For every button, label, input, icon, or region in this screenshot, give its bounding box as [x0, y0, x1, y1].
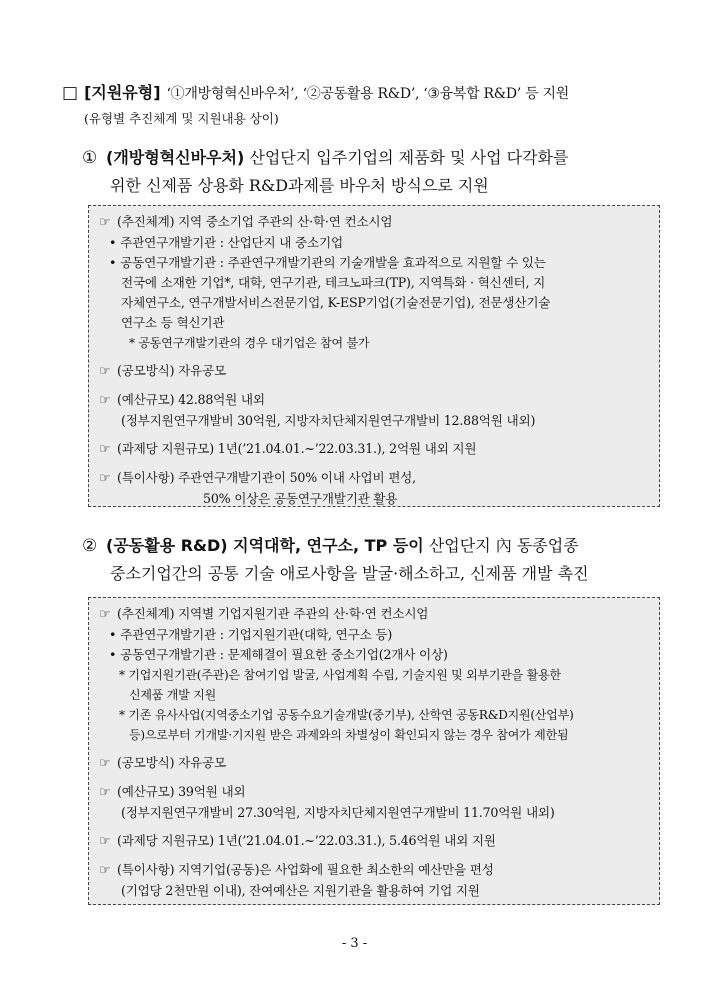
s1-joint-institution-1: 공동연구개발기관 : 주관연구개발기관의 기술개발을 효과적으로 지원할 수 있는: [120, 255, 546, 270]
pointing-hand-icon: ☞: [99, 442, 111, 457]
s2-special-notes: (특이사항) 지역기업(공동)은 사업화에 필요한 최소한의 예산만을 편성: [117, 862, 494, 877]
s2-promotion-system: (추진체계) 지역별 기업지원기관 주관의 산·학·연 컨소시엄: [117, 606, 429, 621]
s2-budget-detail: (정부지원연구개발비 27.30억원, 지방자치단체지원연구개발비 11.70억원 내외): [121, 805, 555, 820]
s2-special-notes-2: (기업당 2천만원 이내), 잔여예산은 지원기관을 활용하여 기업 지원: [121, 883, 480, 898]
s1-promotion-system: (추진체계) 지역 중소기업 주관의 산·학·연 컨소시엄: [117, 214, 393, 229]
s2-note-2b: 등)으로부터 기개발·기지원 받은 과제와의 차별성이 확인되지 않는 경우 참여가 제한됨: [129, 728, 569, 742]
s1-joint-institution-2: 전국에 소재한 기업*, 대학, 연구기관, 테크노파크(TP), 지역특화 · 혁신센터, 지: [121, 275, 546, 290]
s2-per-project-support: (과제당 지원규모) 1년(’21.04.01.~’22.03.31.), 5.46억원 내외 지원: [117, 833, 496, 848]
section-2-detail-box: [88, 597, 660, 905]
heading-label: [지원유형]: [84, 83, 161, 102]
heading-items: ‘①개방형혁신바우처’, ‘②공동활용 R&D’, ‘③융복합 R&D’ 등 지원: [166, 86, 569, 102]
section-1-number: ①: [82, 148, 98, 168]
s2-joint-institution: 공동연구개발기관 : 문제해결이 필요한 중소기업(2개사 이상): [120, 647, 448, 662]
bullet-icon: •: [109, 627, 117, 642]
section-2-title-bold: (공동활용 R&D) 지역대학, 연구소, TP 등이: [106, 536, 424, 555]
s1-budget: (예산규모) 42.88억원 내외: [117, 392, 265, 407]
pointing-hand-icon: ☞: [99, 607, 111, 622]
pointing-hand-icon: ☞: [99, 364, 111, 379]
bullet-icon: •: [109, 647, 117, 662]
s2-note-2a: * 기존 유사사업(지역중소기업 공동수요기술개발(중기부), 산학연 공동R&D지원(산업부): [119, 708, 574, 722]
checkbox-square-icon: □: [62, 83, 79, 103]
s2-note-1a: * 기업지원기관(주관)은 참여기업 발굴, 사업계획 수립, 기술지원 및 외부기관을 활용한: [119, 668, 561, 682]
support-type-heading: [62, 82, 662, 105]
s1-budget-detail: (정부지원연구개발비 30억원, 지방자치단체지원연구개발비 12.88억원 내외): [121, 413, 536, 428]
pointing-hand-icon: ☞: [99, 834, 111, 849]
s2-budget: (예산규모) 39억원 내외: [117, 784, 246, 799]
section-1-title-line2: 위한 신제품 상용화 R&D과제를 바우처 방식으로 지원: [110, 176, 489, 195]
pointing-hand-icon: ☞: [99, 393, 111, 408]
s1-special-notes: (특이사항) 주관연구개발기관이 50% 이내 사업비 편성,: [117, 470, 416, 485]
page-number: - 3 -: [341, 936, 368, 951]
s1-note: * 공동연구개발기관의 경우 대기업은 참여 불가: [129, 336, 370, 350]
s1-per-project-support: (과제당 지원규모) 1년(’21.04.01.~’22.03.31.), 2억원 내외 지원: [117, 441, 477, 456]
pointing-hand-icon: ☞: [99, 215, 111, 230]
pointing-hand-icon: ☞: [99, 863, 111, 878]
s2-note-1b: 신제품 개발 지원: [129, 688, 216, 702]
bullet-icon: •: [109, 255, 117, 270]
s1-call-method: (공모방식) 자유공모: [117, 363, 226, 378]
section-2-title: [82, 532, 652, 588]
pointing-hand-icon: ☞: [99, 756, 111, 771]
section-1-title-rest: 산업단지 입주기업의 제품화 및 사업 다각화를: [244, 148, 569, 167]
section-1-title: [82, 144, 652, 200]
section-2-title-rest: 산업단지 內 동종업종: [423, 536, 579, 555]
s2-lead-institution: 주관연구개발기관 : 기업지원기관(대학, 연구소 등): [120, 627, 393, 642]
pointing-hand-icon: ☞: [99, 785, 111, 800]
section-2-number: ②: [82, 536, 98, 556]
s1-joint-institution-4: 연구소 등 혁신기관: [121, 315, 225, 330]
section-1-detail-box: [88, 205, 660, 507]
s1-special-notes-2: 50% 이상은 공동연구개발기관 활용: [203, 491, 398, 506]
section-1-title-bold: (개방형혁신바우처): [106, 148, 245, 167]
s1-joint-institution-3: 자체연구소, 연구개발서비스전문기업, K-ESP기업(기술전문기업), 전문생산기술: [121, 295, 551, 310]
section-2-title-line2: 중소기업간의 공통 기술 애로사항을 발굴·해소하고, 신제품 개발 촉진: [110, 564, 589, 583]
s2-call-method: (공모방식) 자유공모: [117, 755, 226, 770]
s1-lead-institution: 주관연구개발기관 : 산업단지 내 중소기업: [120, 235, 343, 250]
bullet-icon: •: [109, 235, 117, 250]
pointing-hand-icon: ☞: [99, 471, 111, 486]
heading-subtext: (유형별 추진체계 및 지원내용 상이): [84, 111, 279, 126]
